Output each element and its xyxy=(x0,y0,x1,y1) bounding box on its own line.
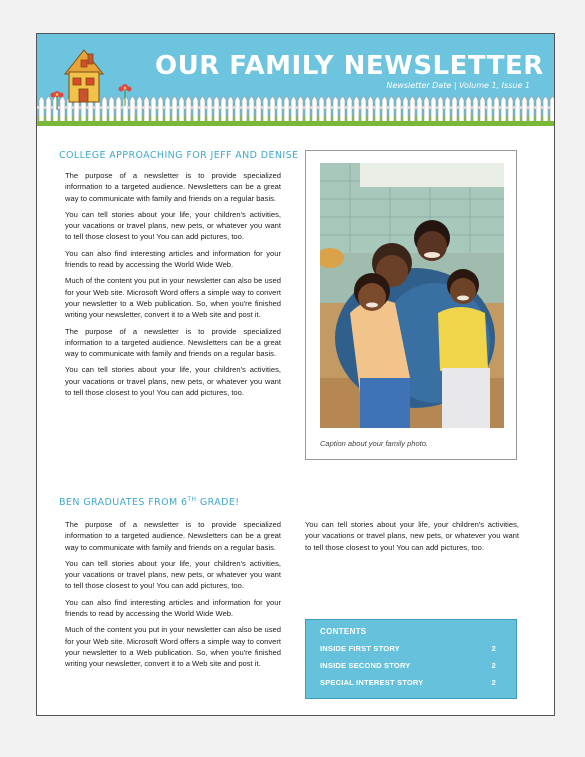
newsletter-title: OUR FAMILY NEWSLETTER xyxy=(155,51,544,81)
fence-picket xyxy=(340,96,345,122)
article-1-paragraph: Much of the content you put in your newsletter can also be used for your Web site. Microsoft Word offers a simple way to convert your newsletter to a Web publication. So, when you're finished writing your newsletter, convert it to a Web site and post it. xyxy=(65,276,281,320)
contents-box xyxy=(305,619,517,699)
contents-item-label: INSIDE SECOND STORY xyxy=(320,661,411,670)
fence-picket xyxy=(242,96,247,122)
fence-picket xyxy=(396,96,401,122)
family-photo-frame xyxy=(305,150,517,460)
fence-picket xyxy=(221,96,226,122)
article-2-paragraph: Much of the content you put in your newsletter can also be used for your Web site. Microsoft Word offers a simple way to convert your newsletter to a Web publication. So, when you're finished writing your newsletter, convert it to a Web site and post it. xyxy=(65,625,281,669)
contents-item-label: SPECIAL INTEREST STORY xyxy=(320,678,424,687)
fence-picket xyxy=(487,96,492,122)
fence-picket xyxy=(403,96,408,122)
fence-picket xyxy=(333,96,338,122)
fence-picket xyxy=(312,96,317,122)
photo-caption: Caption about your family photo. xyxy=(320,439,428,448)
fence-picket xyxy=(214,96,219,122)
fence-picket xyxy=(452,96,457,122)
article-1-paragraph: The purpose of a newsletter is to provide specialized information to a targeted audience. Newsletters can be a great way to communicate with family and friends on a regular basis. xyxy=(65,171,281,203)
fence-picket xyxy=(39,96,44,122)
picket-fence-graphic xyxy=(37,94,554,126)
newsletter-date-volume: Newsletter Date | Volume 1, Issue 1 xyxy=(386,81,530,90)
article-1-paragraph: You can tell stories about your life, your children's activities, your vacations or travel plans, new pets, or whatever you want to tell those closest to you! You can add pictures, too. xyxy=(65,209,281,242)
masthead-banner xyxy=(37,34,554,126)
fence-picket xyxy=(193,96,198,122)
fence-picket xyxy=(361,96,366,122)
fence-picket xyxy=(298,96,303,122)
contents-item[interactable] xyxy=(320,678,502,687)
fence-picket xyxy=(368,96,373,122)
fence-picket xyxy=(515,96,520,122)
article-2-paragraph: You can also find interesting articles and information for your friends to read by accessing the World Wide Web. xyxy=(65,597,281,619)
article-2-body-right xyxy=(305,519,519,558)
fence-picket xyxy=(207,96,212,122)
article-1-paragraph: You can also find interesting articles and information for your friends to read by accessing the World Wide Web. xyxy=(65,248,281,270)
article-1-paragraph: You can tell stories about your life, your children's activities, your vacations or travel plans, new pets, or whatever you want to tell those closest to you! You can add pictures, too. xyxy=(65,365,281,398)
fence-picket xyxy=(445,96,450,122)
fence-picket xyxy=(165,96,170,122)
contents-item[interactable] xyxy=(320,644,502,653)
fence-picket xyxy=(179,96,184,122)
fence-picket xyxy=(263,96,268,122)
fence-picket xyxy=(172,96,177,122)
article-2-paragraph: The purpose of a newsletter is to provide specialized information to a targeted audience. Newsletters can be a great way to communicate with family and friends on a regular basis. xyxy=(65,520,281,552)
article-2-heading-text: BEN GRADUATES FROM 6 xyxy=(59,497,188,509)
family-photo xyxy=(320,163,504,428)
fence-picket xyxy=(466,96,471,122)
fence-picket xyxy=(480,96,485,122)
article-1-paragraph: The purpose of a newsletter is to provide specialized information to a targeted audience. Newsletters can be a great way to communicate with family and friends on a regular basis. xyxy=(65,326,281,359)
fence-picket xyxy=(326,96,331,122)
fence-picket xyxy=(410,96,415,122)
fence-picket xyxy=(375,96,380,122)
fence-picket xyxy=(277,96,282,122)
fence-picket xyxy=(543,96,548,122)
fence-picket xyxy=(186,96,191,122)
fence-picket xyxy=(249,96,254,122)
fence-picket xyxy=(382,96,387,122)
fence-picket xyxy=(270,96,275,122)
fence-picket xyxy=(536,96,541,122)
article-1-body xyxy=(65,170,281,403)
contents-item-page: 2 xyxy=(491,678,496,687)
fence-picket xyxy=(459,96,464,122)
fence-picket xyxy=(501,96,506,122)
article-2-paragraph: You can tell stories about your life, your children's activities, your vacations or travel plans, new pets, or whatever you want to tell those closest to you! You can add pictures, too. xyxy=(305,520,519,552)
fence-picket xyxy=(424,96,429,122)
fence-picket xyxy=(200,96,205,122)
fence-picket xyxy=(354,96,359,122)
contents-item[interactable] xyxy=(320,661,502,670)
fence-picket xyxy=(438,96,443,122)
article-2-body-left xyxy=(65,519,281,675)
fence-picket xyxy=(137,96,142,122)
article-2-heading-suffix: GRADE! xyxy=(196,497,240,509)
fence-picket xyxy=(550,96,554,122)
fence-picket xyxy=(473,96,478,122)
fence-picket xyxy=(508,96,513,122)
fence-picket xyxy=(228,96,233,122)
article-2-heading-superscript: TH xyxy=(187,496,197,503)
fence-picket xyxy=(109,96,114,122)
fence-picket xyxy=(144,96,149,122)
article-2-paragraph: You can tell stories about your life, your children's activities, your vacations or travel plans, new pets, or whatever you want to tell those closest to you! You can add pictures, too. xyxy=(65,558,281,591)
flower-icon xyxy=(117,82,133,106)
fence-picket xyxy=(158,96,163,122)
fence-picket xyxy=(417,96,422,122)
contents-item-page: 2 xyxy=(491,644,496,653)
contents-item-page: 2 xyxy=(491,661,496,670)
newsletter-page xyxy=(36,33,555,716)
fence-picket xyxy=(305,96,310,122)
fence-picket xyxy=(522,96,527,122)
article-1-heading: COLLEGE APPROACHING FOR JEFF AND DENISE xyxy=(59,150,299,161)
flower-icon xyxy=(49,88,65,110)
fence-picket xyxy=(256,96,261,122)
fence-picket xyxy=(529,96,534,122)
fence-picket xyxy=(431,96,436,122)
house-icon xyxy=(61,48,107,106)
fence-picket xyxy=(347,96,352,122)
contents-title: CONTENTS xyxy=(320,627,367,636)
contents-item-label: INSIDE FIRST STORY xyxy=(320,644,400,653)
fence-picket xyxy=(389,96,394,122)
fence-picket xyxy=(284,96,289,122)
fence-picket xyxy=(319,96,324,122)
fence-picket xyxy=(151,96,156,122)
fence-picket xyxy=(235,96,240,122)
article-2-heading xyxy=(59,496,239,508)
fence-picket xyxy=(494,96,499,122)
fence-picket xyxy=(291,96,296,122)
